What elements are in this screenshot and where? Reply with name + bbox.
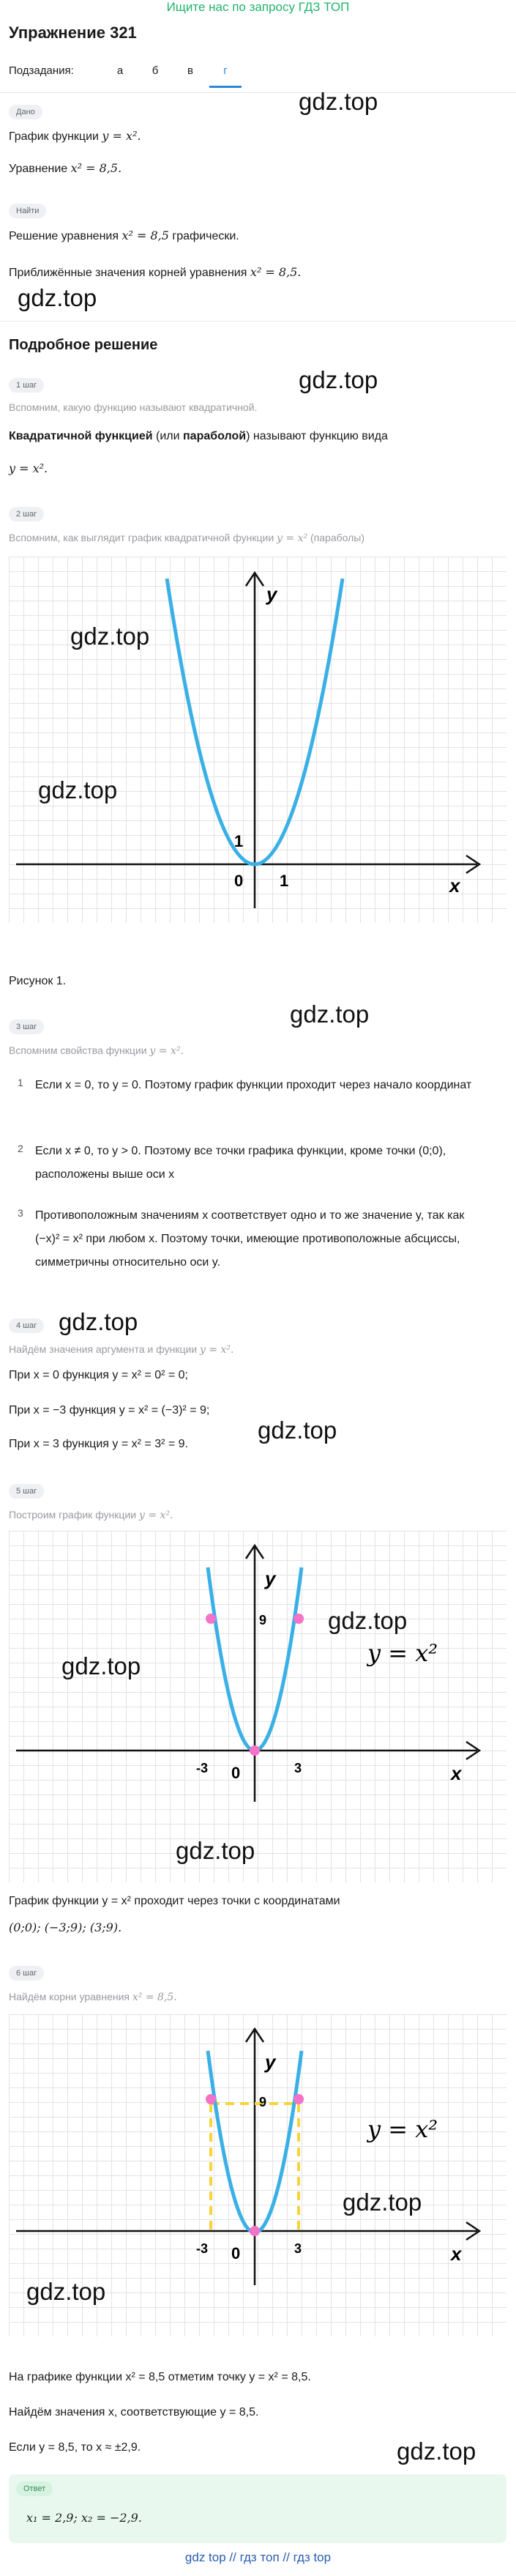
given-line-2: Уравнение x² = 8,5. <box>9 161 122 175</box>
step3-hint: Вспомним свойства функции y = x². <box>9 1044 184 1057</box>
answer-text: x₁ = 2,9; x₂ = −2,9. <box>26 2511 142 2525</box>
x-axis-label: x <box>449 875 460 897</box>
step3-badge: 3 шаг <box>9 1020 44 1034</box>
step6-line-3: Если y = 8,5, то x ≈ ±2,9. <box>9 2441 141 2454</box>
y-tick-9: 9 <box>259 2095 267 2109</box>
watermark: gdz.top <box>18 284 97 311</box>
step6-line-1: На графике функции x² = 8,5 отметим точку y = x² = 8,5. <box>9 2371 311 2383</box>
watermark: gdz.top <box>258 1417 337 1444</box>
step4-line-1: При x = 0 функция y = x² = 0² = 0; <box>9 1369 188 1381</box>
subtask-tab-b[interactable]: б <box>152 64 159 77</box>
point-origin <box>250 1745 260 1756</box>
origin-label: 0 <box>231 1764 241 1782</box>
watermark: gdz.top <box>176 1837 255 1864</box>
watermark: gdz.top <box>343 2189 422 2216</box>
step2-badge: 2 шаг <box>9 507 44 521</box>
step1-definition: Квадратичной функцией (или параболой) называют функцию вида <box>9 430 388 442</box>
find-line-1: Решение уравнения x² = 8,5 графически. <box>9 229 239 242</box>
step5-text-2: (0;0); (−3;9); (3;9). <box>9 1920 122 1934</box>
step4-line-3: При x = 3 функция y = x² = 3² = 9. <box>9 1438 188 1450</box>
x-tick-pos: 3 <box>294 2241 302 2256</box>
x-tick-label: 1 <box>280 872 289 890</box>
subtask-tab-a[interactable]: а <box>116 64 124 77</box>
graph-parabola-2 <box>9 1531 506 1882</box>
origin-label: 0 <box>231 2244 241 2263</box>
step6-line-2: Найдём значения x, соответствующие y = 8,5. <box>9 2406 259 2419</box>
step1-hint: Вспомним, какую функцию называют квадратичной. <box>9 401 258 413</box>
page-title: Упражнение 321 <box>9 23 137 42</box>
footer-links[interactable]: gdz top // гдз топ // гдз top <box>184 2550 332 2564</box>
step2-hint: Вспомним, как выглядит график квадратичной функции y = x² (параболы) <box>9 532 364 544</box>
search-promo-link[interactable]: Ищите нас по запросу ГДЗ ТОП <box>166 0 350 14</box>
watermark: gdz.top <box>26 2278 106 2305</box>
step1-badge: 1 шаг <box>9 378 44 393</box>
list-number: 1 <box>18 1077 23 1088</box>
step6-hint: Найдём корни уравнения x² = 8,5. <box>9 1991 177 2003</box>
divider <box>0 321 516 322</box>
list-item: Если x = 0, то y = 0. Поэтому график функции проходит через начало координат <box>35 1079 472 1091</box>
step1-formula: y = x². <box>9 461 48 475</box>
curve-label: y = x² <box>367 1639 438 1667</box>
answer-badge: Ответ <box>16 2482 53 2496</box>
find-badge: Найти <box>9 204 46 218</box>
list-item: Противоположным значениям x соответствует одно и то же значение y, так как (−x)² = x² при любом x. Поэтому точки, имеющие противоположные абсциссы, симметричны относительно оси y. <box>35 1209 465 1269</box>
given-badge: Дано <box>9 105 42 119</box>
x-axis-label: x <box>451 1762 462 1784</box>
x-tick-neg: -3 <box>196 1761 209 1775</box>
x-tick-neg: -3 <box>196 2241 209 2256</box>
watermark: gdz.top <box>61 1652 141 1679</box>
point-3-9 <box>293 1614 304 1624</box>
subtasks-label: Подзадания: <box>9 64 74 77</box>
step4-badge: 4 шаг <box>9 1318 44 1333</box>
origin-label: 0 <box>234 872 244 890</box>
step6-badge: 6 шаг <box>9 1966 44 1981</box>
find-line-2: Приближённые значения корней уравнения x² = 8,5. <box>9 265 302 279</box>
watermark: gdz.top <box>299 88 378 115</box>
y-axis-label: y <box>265 2051 276 2073</box>
y-tick-9: 9 <box>259 1613 267 1627</box>
step5-badge: 5 шаг <box>9 1484 44 1499</box>
step4-line-2: При x = −3 функция y = x² = (−3)² = 9; <box>9 1404 210 1417</box>
x-axis-label: x <box>451 2243 462 2265</box>
graph-parabola-3 <box>9 2014 506 2336</box>
watermark: gdz.top <box>397 2438 476 2465</box>
x-tick-pos: 3 <box>294 1761 302 1775</box>
point-origin <box>250 2226 260 2236</box>
y-tick-label: 1 <box>234 832 244 850</box>
step5-hint: Построим график функции y = x². <box>9 1509 173 1521</box>
graph-parabola-1-svg <box>9 557 506 923</box>
y-axis-label: y <box>266 583 277 605</box>
subtask-tab-g[interactable]: г <box>209 62 242 88</box>
watermark: gdz.top <box>70 623 150 650</box>
list-number: 2 <box>18 1143 23 1154</box>
watermark: gdz.top <box>299 366 378 393</box>
figure-caption: Рисунок 1. <box>9 975 67 987</box>
subtask-tab-v[interactable]: в <box>187 64 193 77</box>
step4-hint: Найдём значения аргумента и функции y = x². <box>9 1343 234 1356</box>
subtasks-row <box>9 62 506 91</box>
point-3-9 <box>293 2094 304 2104</box>
watermark: gdz.top <box>38 776 118 803</box>
point-minus3-9 <box>206 2094 216 2104</box>
given-line-1: График функции y = x². <box>9 129 141 143</box>
solution-title: Подробное решение <box>9 337 158 353</box>
watermark: gdz.top <box>328 1607 408 1634</box>
watermark: gdz.top <box>59 1308 138 1335</box>
list-number: 3 <box>18 1207 23 1219</box>
step5-text-1: График функции y = x² проходит через точки с координатами <box>9 1895 340 1907</box>
graph-parabola-2-svg <box>9 1531 506 1882</box>
list-item: Если x ≠ 0, то y > 0. Поэтому все точки графика функции, кроме точки (0;0), расположены выше оси x <box>35 1145 446 1181</box>
y-axis-label: y <box>265 1567 276 1589</box>
watermark: gdz.top <box>290 1001 370 1028</box>
point-minus3-9 <box>206 1614 216 1624</box>
curve-label: y = x² <box>367 2115 438 2143</box>
divider <box>0 92 516 93</box>
graph-parabola-1 <box>9 557 506 923</box>
